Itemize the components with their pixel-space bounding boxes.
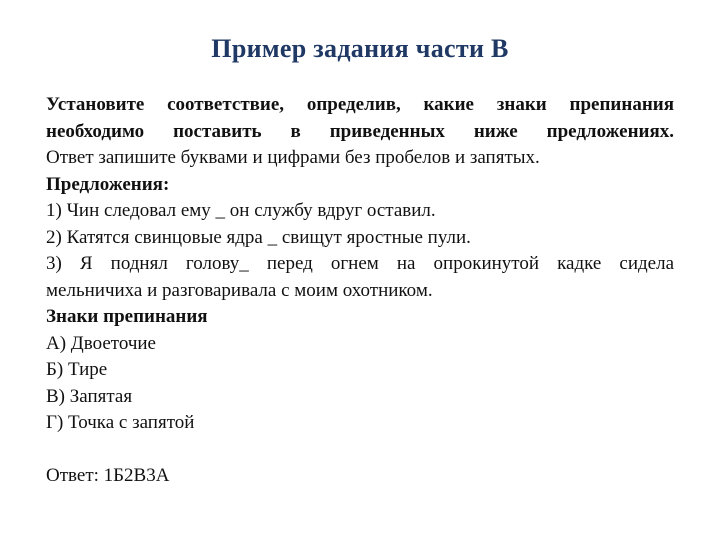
mark-option-g: Г) Точка с запятой	[46, 412, 195, 433]
slide-content	[46, 92, 674, 489]
sentences-heading: Предложения:	[46, 173, 170, 195]
instruction-line-1: Установите соответствие, определив, какие знаки препинания	[46, 94, 674, 115]
mark-option-b: Б) Тире	[46, 359, 108, 380]
answer-text: Ответ: 1Б2В3А	[46, 464, 170, 486]
mark-option-v: В) Запятая	[46, 385, 133, 407]
slide-title: Пример задания части В	[211, 34, 509, 63]
instruction-line-3: Ответ запишите буквами и цифрами без пробелов и запятых.	[46, 147, 540, 168]
sentence-1: 1) Чин следовал ему _ он службу вдруг оставил.	[46, 200, 436, 221]
sentence-3-line-2: мельничиха и разговаривала с моим охотником.	[46, 279, 433, 301]
instruction-line-2: необходимо поставить в приведенных ниже предложениях.	[46, 120, 674, 142]
marks-heading: Знаки препинания	[46, 306, 208, 327]
sentence-2: 2) Катятся свинцовые ядра _ свищут яростные пули.	[46, 226, 471, 248]
sentence-3-line-1: 3) Я поднял голову_ перед огнем на опрокинутой кадке сидела	[46, 253, 674, 274]
mark-option-a: А) Двоеточие	[46, 332, 156, 354]
